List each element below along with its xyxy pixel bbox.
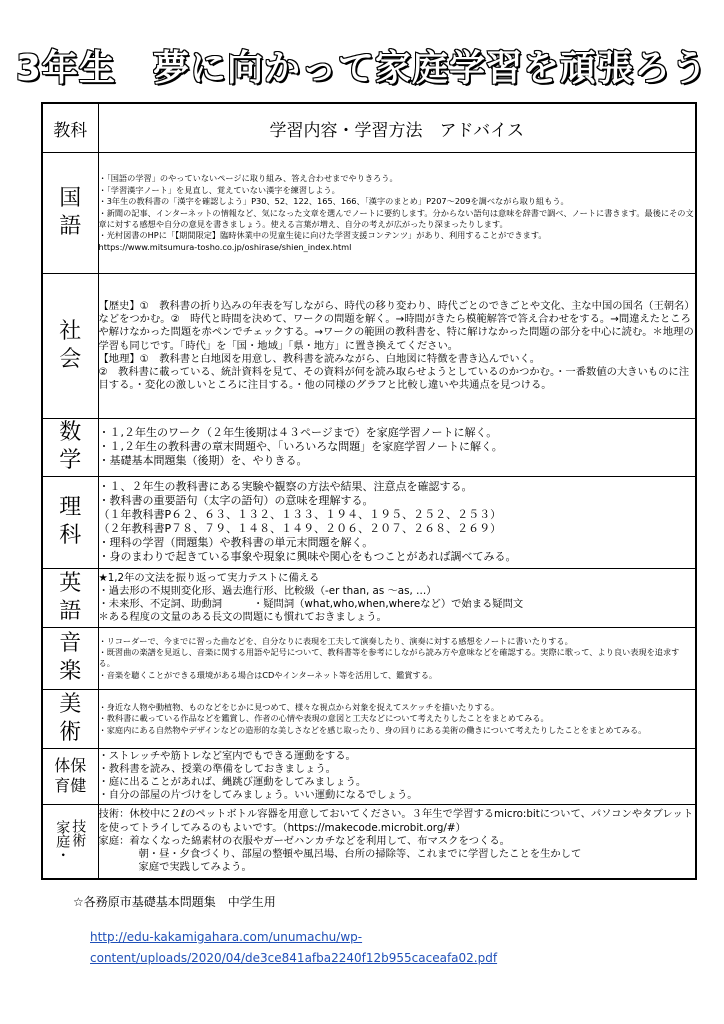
header-content: 学習内容・学習方法 アドバイス xyxy=(98,103,696,153)
content-line: ・光村図書のHPに「【期間限定】臨時休業中の児童生徒に向けた学習支援コンテンツ」があり、利用することができます。 xyxy=(98,230,547,241)
subject-label: 数学 xyxy=(59,420,82,474)
table-row xyxy=(42,748,696,804)
content-ongaku xyxy=(98,627,696,689)
table-row xyxy=(42,274,696,419)
content-taiiku xyxy=(98,748,696,804)
table-row xyxy=(42,153,696,274)
page-title: 3年生 夢に向かって家庭学習を頑張ろう xyxy=(15,48,709,89)
content-line: ・理科の学習（問題集）や教科書の単元末問題を解く。 xyxy=(98,536,374,550)
content-line: ② 教科書に載っている、統計資料を見て、その資料が何を読み取らせようとしているのかつかむ。・一番数値の大きいものに注目する。・変化の激しいところに注目する。・他の同様のグラフと比較し違いや共通点を見つける。 xyxy=(98,366,689,392)
content-line: ・教科書に載っている作品などを鑑賞し、作者の心情や表現の意図と工夫などについて考えたりしたことをまとめてみる。 xyxy=(98,713,549,724)
subject-taiiku xyxy=(42,748,98,804)
content-rika xyxy=(98,476,696,569)
subject-shakai xyxy=(42,274,98,419)
content-line: ・過去形の不規則変化形、過去進行形、比較級（-er than, as ～as, …） xyxy=(98,584,437,597)
table-row xyxy=(42,476,696,569)
subject-label: 国語 xyxy=(59,186,82,240)
subject-rika xyxy=(42,476,98,569)
subject-gika xyxy=(42,804,98,879)
content-line: ・身近な人物や動植物、ものなどをじかに見つめて、様々な視点から対象を捉えてスケッチを描いたりする。 xyxy=(98,701,500,712)
content-line: ・既習曲の楽譜を見返し、音楽に関する用語や記号について、教科書等を参考にしながら読み方や意味などを確認する。実際に歌って、より良い表現を追求する。 xyxy=(98,646,680,669)
subject-label-line1: 体保 xyxy=(54,756,87,776)
footer-link-line2[interactable]: content/uploads/2020/04/de3ce841afba2240f12b955caceafa02.pdf xyxy=(90,951,498,965)
table-row xyxy=(42,804,696,879)
subject-sugaku xyxy=(42,419,98,476)
subject-label-line2: 育健 xyxy=(54,776,87,796)
table-row xyxy=(42,569,696,627)
content-shakai xyxy=(98,274,696,419)
content-line: （２年教科書P７８、７９、１４８、１４９、２０６、２０７、２６８、２６９） xyxy=(98,522,502,536)
study-plan-table xyxy=(41,102,697,880)
content-line: ・家庭内にある自然物やデザインなどの造形的な美しさなどを感じ取ったり、身の回りにある美術の働きについて考えたりしたことをまとめてみる。 xyxy=(98,724,647,735)
content-line: ・未来形、不定詞、助動詞 ・疑問詞（what,who,when,whereなど）で始まる疑問文 xyxy=(98,597,524,610)
content-line: ・3年生の教科書の「漢字を確認しよう」P30、52、122、165、166、「漢字のまとめ」P207～209を調べながら取り組もう。 xyxy=(98,196,569,207)
content-line: ・音楽を聴くことができる環境がある場合はCDやインターネット等を活用して、鑑賞する。 xyxy=(98,669,438,680)
content-line: 【歴史】① 教科書の折り込みの年表を写しながら、時代の移り変わり、時代ごとのできごとや文化、主な中国の国名（王朝名）などをつかむ。② 時代と時間を決めて、ワークの問題を解く。→時間がきたら模範解答で答え合わせをする。→間違えたところや解けなかった問題を赤ペンでチェックする。→ワークの範囲の教科書を、特に解けなかった問題の部分を中心に読む。＊地理の学習も同じです。「時代」を「国・地域」「県・地方」に置き換えてください。 xyxy=(98,299,695,352)
content-line: ・新聞の記事、インターネットの情報など、気になった文章を選んでノートに要約します。分からない語句は意味を辞書で調べ、ノートに書きます。最後にその文章に対する感想や自分の意見を書きましょう。使える言葉が増え、自分の考えが広がったり深まったりします。 xyxy=(98,207,694,229)
footer-link-line1[interactable]: http://edu-kakamigahara.com/unumachu/wp- xyxy=(90,930,363,944)
content-line: ・ストレッチや筋トレなど室内でもできる運動をする。 xyxy=(98,749,356,762)
table-header-row xyxy=(42,103,696,153)
content-kokugo xyxy=(98,153,696,274)
table-row xyxy=(42,627,696,689)
subject-label: 理科 xyxy=(59,495,82,549)
header-subject: 教科 xyxy=(42,103,98,153)
subject-label: 美術 xyxy=(59,691,82,745)
content-line: ・自分の部屋の片づけをしてみましょう。いい運動になるでしょう。 xyxy=(98,789,418,802)
table-row xyxy=(42,690,696,748)
content-sugaku xyxy=(98,419,696,476)
url-text: https://www.mitsumura-tosho.co.jp/oshirase/shien_index.html xyxy=(98,241,352,252)
content-line: ・身のまわりで起きている事象や現象に興味や関心をもつことがあれば調べてみる。 xyxy=(98,550,517,564)
content-line: ・「国語の学習」のやっていないページに取り組み、答え合わせまでやりきろう。 xyxy=(98,173,398,184)
content-line: 【地理】① 教科書と白地図を用意し、教科書を読みながら、白地図に特徴を書き込んでいく。 xyxy=(98,352,540,365)
content-line: 技術：休校中に２ℓのペットボトル容器を用意しておいてください。３年生で学習するmicro:bitについて、パソコンやタブレットを使ってトライしてみるのもよいです。（https://makecode.microbit.org/#） xyxy=(98,808,694,834)
subject-label: 英語 xyxy=(59,570,82,624)
content-line: ・１,２年生の教科書の章末問題や、「いろいろな問題」を家庭学習ノートに解く。 xyxy=(98,440,503,454)
content-line: ・１、２年生の教科書にある実験や観察の方法や結果、注意点を確認する。 xyxy=(98,480,473,494)
subject-label-col2: 技術 xyxy=(70,819,87,848)
content-line: 家庭：着なくなった綿素材の衣服やガーゼハンカチなどを利用して、布マスクをつくる。 xyxy=(98,834,510,847)
content-line: 家庭で実践してみよう。 xyxy=(138,861,252,874)
subject-eigo xyxy=(42,569,98,627)
content-bijutsu xyxy=(98,690,696,748)
subject-label: 社会 xyxy=(59,319,82,373)
content-eigo xyxy=(98,569,696,627)
subject-bijutsu xyxy=(42,690,98,748)
footer-note: ☆各務原市基礎基本問題集 中学生用 xyxy=(73,895,276,909)
content-line: ・リコーダーで、今までに習った曲などを、自分なりに表現を工夫して演奏したり、演奏に対する感想をノートに書いたりする。 xyxy=(98,635,573,646)
table-row xyxy=(42,419,696,476)
subject-label-col1: 家庭・ xyxy=(54,820,71,863)
content-line: ・教科書の重要語句（太字の語句）の意味を理解する。 xyxy=(98,494,374,508)
subject-ongaku xyxy=(42,627,98,689)
content-line: ・教科書を読み、授業の準備をしておきましょう。 xyxy=(98,763,336,775)
content-line: ・１,２年生のワーク（２年生後期は４３ページまで）を家庭学習ノートに解く。 xyxy=(98,426,498,440)
content-gika xyxy=(98,804,696,879)
content-line: ・基礎基本問題集（後期）を、やりきる。 xyxy=(98,454,308,468)
content-line: ・庭に出ることがあれば、縄跳び運動をしてみましょう。 xyxy=(98,776,367,789)
content-line: ★1,2年の文法を振り返って実力テストに備える xyxy=(98,571,320,584)
subject-label: 音楽 xyxy=(59,631,82,685)
content-line: 朝・昼・夕食づくり、部屋の整頓や風呂場、台所の掃除等、これまでに学習したことを生かして xyxy=(138,848,582,861)
content-line: ＊ある程度の文量のある長文の問題にも慣れておきましょう。 xyxy=(98,611,387,624)
subject-kokugo xyxy=(42,153,98,274)
content-line: ・「学習漢字ノート」を見直し、覚えていない漢字を練習しよう。 xyxy=(98,184,340,195)
content-line: （１年教科書P６２、６３、１３２、１３３、１９４、１９５、２５２、２５３） xyxy=(98,508,502,522)
